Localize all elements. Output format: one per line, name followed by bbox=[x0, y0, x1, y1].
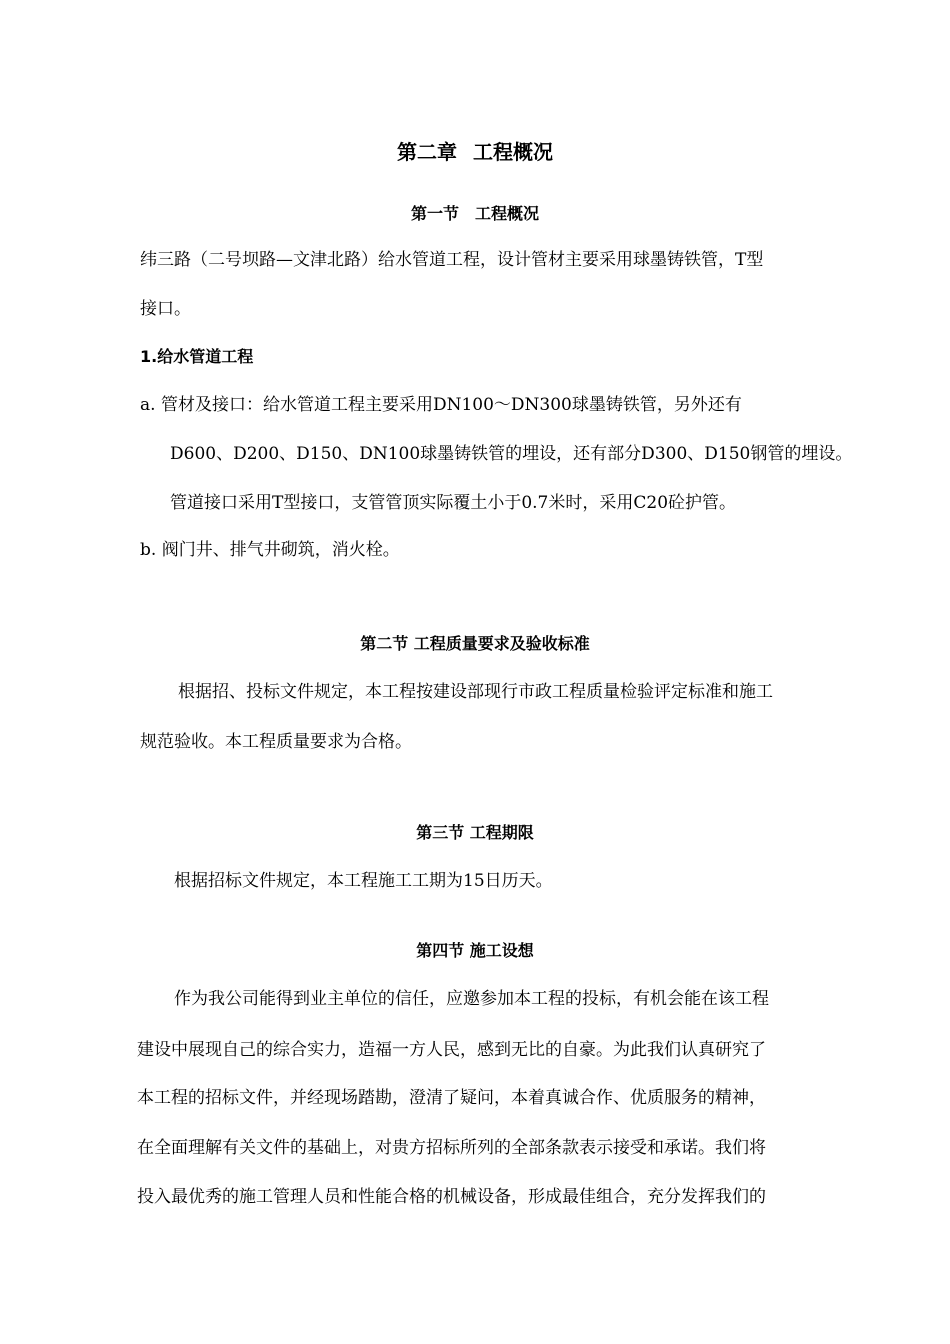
section-3-heading: 第三节 工程期限 bbox=[416, 823, 534, 842]
item-heading-water-pipe: 1.给水管道工程 bbox=[140, 347, 254, 366]
chapter-number: 第二章 bbox=[397, 140, 457, 164]
chapter-title-text: 工程概况 bbox=[473, 140, 553, 164]
section-4-heading: 第四节 施工设想 bbox=[416, 941, 534, 960]
section-2-line-2: 规范验收。本工程质量要求为合格。 bbox=[140, 732, 412, 752]
section-2-line-1: 根据招、投标文件规定，本工程按建设部现行市政工程质量检验评定标准和施工 bbox=[178, 682, 773, 702]
section-4-line-4: 在全面理解有关文件的基础上，对贵方招标所列的全部条款表示接受和承诺。我们将 bbox=[137, 1138, 766, 1158]
item-a-line-2: D600、D200、D150、DN100球墨铸铁管的埋设，还有部分D300、D150钢管的埋设。 bbox=[170, 444, 853, 464]
section-1-heading bbox=[0, 203, 950, 225]
section-1-intro-line-1: 纬三路（二号坝路—文津北路）给水管道工程，设计管材主要采用球墨铸铁管，T型 bbox=[140, 250, 764, 270]
section-1-intro-line-2: 接口。 bbox=[140, 299, 191, 319]
section-4-line-2: 建设中展现自己的综合实力，造福一方人民，感到无比的自豪。为此我们认真研究了 bbox=[137, 1040, 766, 1060]
item-b: b. 阀门井、排气井砌筑，消火栓。 bbox=[140, 540, 400, 560]
section-3-line-1: 根据招标文件规定，本工程施工工期为15日历天。 bbox=[174, 871, 553, 891]
chapter-title bbox=[0, 139, 950, 165]
section-4-line-3: 本工程的招标文件，并经现场踏勘，澄清了疑问，本着真诚合作、优质服务的精神， bbox=[137, 1088, 766, 1108]
item-a-line-1: a. 管材及接口：给水管道工程主要采用DN100～DN300球墨铸铁管，另外还有 bbox=[140, 395, 742, 415]
section-1-number: 第一节 bbox=[410, 204, 459, 223]
section-1-title: 工程概况 bbox=[475, 204, 540, 223]
item-a-line-3: 管道接口采用T型接口，支管管顶实际覆土小于0.7米时，采用C20砼护管。 bbox=[170, 493, 737, 513]
section-4-line-5: 投入最优秀的施工管理人员和性能合格的机械设备，形成最佳组合，充分发挥我们的 bbox=[137, 1187, 766, 1207]
section-2-heading: 第二节 工程质量要求及验收标准 bbox=[360, 634, 590, 653]
section-4-line-1: 作为我公司能得到业主单位的信任，应邀参加本工程的投标，有机会能在该工程 bbox=[174, 989, 769, 1009]
